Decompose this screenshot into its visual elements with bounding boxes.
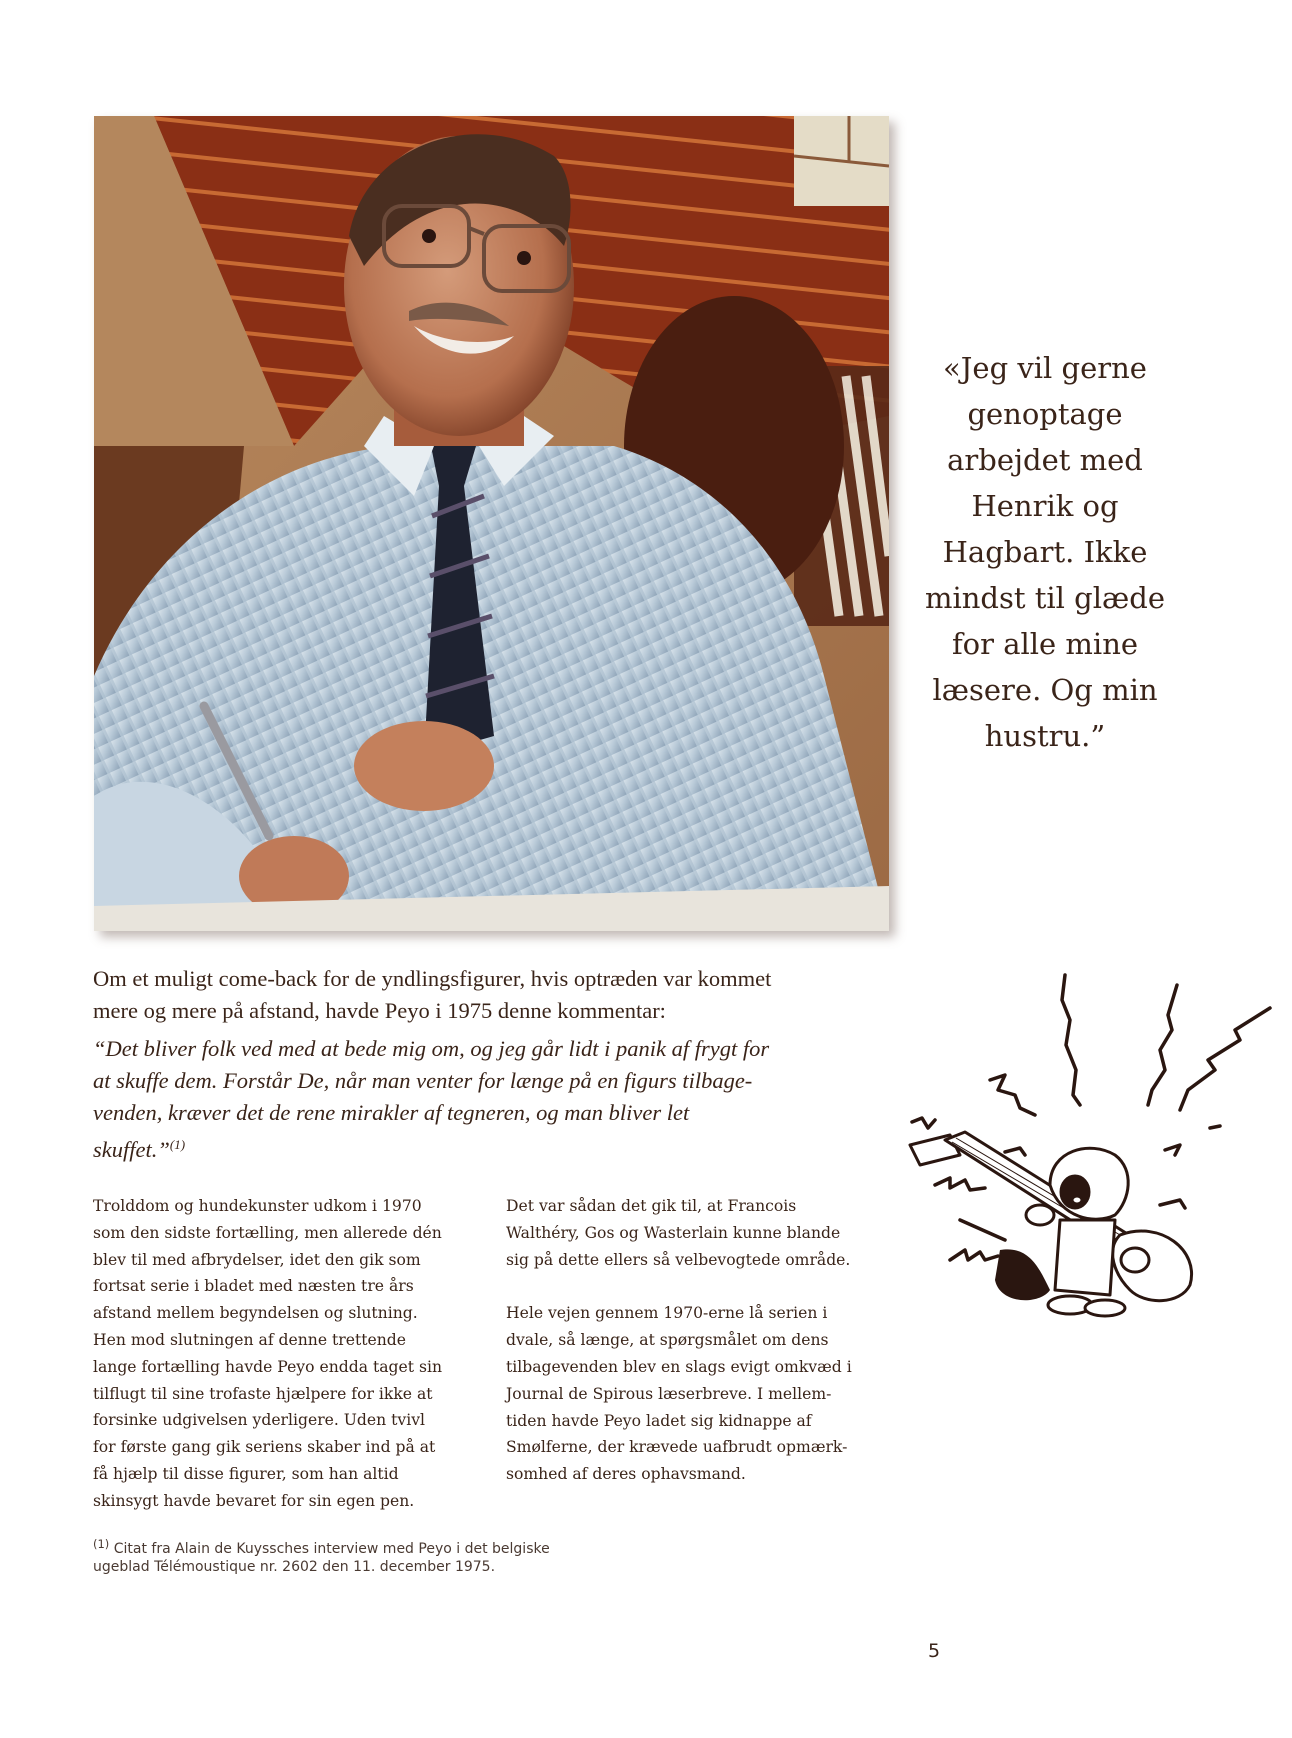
body-line: lange fortælling havde Peyo endda taget sin (93, 1357, 442, 1376)
quote-line: at skuffe dem. Forstår De, når man venter for længe på en figurs tilbage- (93, 1068, 753, 1093)
quote-line (93, 1129, 893, 1166)
footnote-line: ugeblad Télémoustique nr. 2602 den 11. december 1975. (93, 1559, 496, 1575)
body-line: tiden havde Peyo ladet sig kidnappe af (506, 1411, 812, 1430)
quote-last-text: skuffet.” (93, 1137, 170, 1162)
photo-image (94, 116, 889, 931)
body-line: fortsat serie i bladet med næsten tre års (93, 1277, 414, 1296)
intro-lead (93, 963, 893, 1027)
body-paragraph (93, 1193, 483, 1515)
pull-quote-line: mindst til glæde (924, 581, 1165, 615)
body-line: få hjælp til disse figurer, som han altid (93, 1464, 399, 1483)
pull-quote-line: genoptage (967, 397, 1123, 431)
body-line: Walthéry, Gos og Wasterlain kunne blande (506, 1223, 841, 1242)
pull-quote-line: for alle mine (951, 627, 1139, 661)
quote-line: “Det bliver folk ved med at bede mig om, og jeg går lidt i panik af frygt for (93, 1036, 770, 1061)
body-line: Hele vejen gennem 1970-erne lå serien i (506, 1304, 828, 1323)
cartoon-illustration (890, 960, 1280, 1325)
body-line: som den sidste fortælling, men allerede dén (93, 1223, 442, 1242)
pull-quote-line: hustru.” (984, 719, 1106, 753)
body-line: tilflugt til sine trofaste hjælpere for ikke at (93, 1384, 433, 1403)
body-line: forsinke udgivelsen yderligere. Uden tvivl (93, 1411, 425, 1430)
quote-line: venden, kræver det de rene mirakler af tegneren, og man bliver let (93, 1100, 690, 1125)
pull-quote-line: arbejdet med (947, 443, 1143, 477)
body-line: Det var sådan det gik til, at Francois (506, 1197, 797, 1215)
pull-quote-line: Henrik og (971, 489, 1119, 523)
intro-line: Om et muligt come-back for de yndlingsfigurer, hvis optræden var kommet (93, 966, 772, 991)
footnote (93, 1535, 613, 1576)
body-line: sig på dette ellers så velbevogtede område. (506, 1250, 851, 1269)
body-line: afstand mellem begyndelsen og slutning. (93, 1304, 418, 1323)
body-line: skinsygt havde bevaret for sin egen pen. (93, 1491, 415, 1510)
body-column-left (93, 1193, 483, 1515)
footnote-text: Citat fra Alain de Kuyssches interview med Peyo i det belgiske (109, 1541, 550, 1557)
body-line: Journal de Spirous læserbreve. I mellem- (506, 1384, 832, 1403)
footnote-mark: (1) (93, 1537, 110, 1551)
pull-quote-line: «Jeg vil gerne (943, 351, 1147, 385)
body-line: Hen mod slutningen af denne trettende (93, 1330, 406, 1349)
pull-quote-line: Hagbart. Ikke (942, 535, 1148, 569)
footnote-line (93, 1535, 613, 1558)
footnote-reference: (1) (169, 1137, 186, 1152)
body-line: somhed af deres ophavsmand. (506, 1465, 746, 1484)
body-line: Trolddom og hundekunster udkom i 1970 (93, 1197, 422, 1215)
pull-quote (905, 345, 1185, 759)
intro-line: mere og mere på afstand, havde Peyo i 1975 denne kommentar: (93, 998, 666, 1023)
body-line: for første gang gik seriens skaber ind på at (93, 1438, 436, 1457)
cartoon-lute-player-icon (890, 960, 1280, 1325)
body-line: tilbagevenden blev en slags evigt omkvæd i (506, 1357, 852, 1376)
body-line: blev til med afbrydelser, idet den gik som (93, 1250, 421, 1269)
intro-section (93, 963, 893, 1166)
body-paragraph (506, 1193, 896, 1273)
body-paragraph (506, 1300, 896, 1488)
body-line: Smølferne, der krævede uafbrudt opmærk- (506, 1438, 848, 1457)
page-number: 5 (928, 1640, 941, 1662)
body-line: dvale, så længe, at spørgsmålet om dens (506, 1331, 829, 1350)
peyo-quote (93, 1033, 893, 1166)
pull-quote-line: læsere. Og min (932, 673, 1158, 707)
author-photo (94, 116, 889, 931)
body-column-right (506, 1193, 896, 1488)
